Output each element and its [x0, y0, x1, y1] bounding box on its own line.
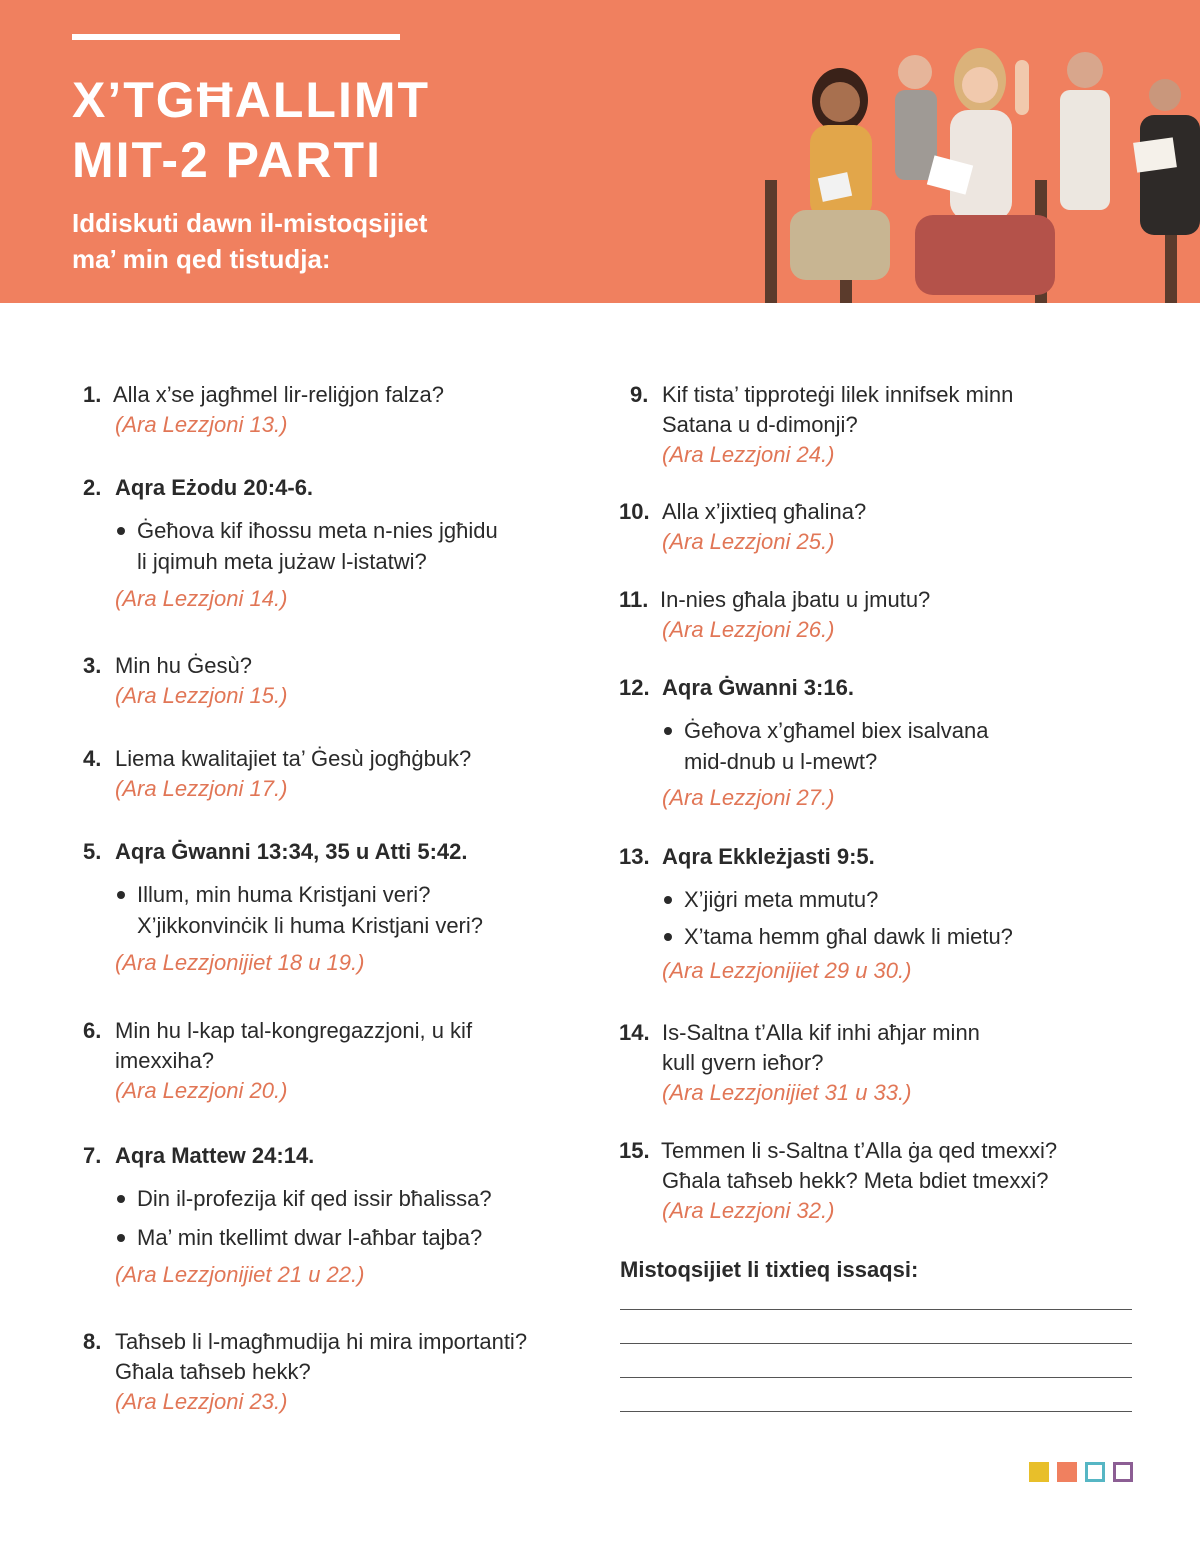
question-text-line-2: Għala taħseb hekk? Meta bdiet tmexxi? [662, 1168, 1049, 1193]
lesson-reference: (Ara Lezzjoni 13.) [115, 412, 288, 437]
question-number: 13. [619, 844, 650, 869]
lesson-reference: (Ara Lezzjoni 23.) [115, 1389, 288, 1414]
bullet-line-2: mid-dnub u l-mewt? [684, 749, 878, 774]
question-number: 14. [619, 1020, 650, 1045]
bullet-line-2: X’jikkonvinċik li huma Kristjani veri? [137, 913, 484, 938]
question-text-line-2: Għala taħseb hekk? [115, 1359, 311, 1384]
question-text: Aqra Ekkleżjasti 9:5. [662, 844, 875, 869]
question-text-line-1: Is-Saltna t’Alla kif inhi aħjar minn [662, 1020, 980, 1045]
question-text: Min hu Ġesù? [115, 653, 252, 678]
question-9 [630, 380, 1130, 470]
bullet-item [662, 715, 1129, 777]
question-text-line-2: imexxiha? [115, 1048, 215, 1073]
question-text-line-2: kull gvern ieħor? [662, 1050, 824, 1075]
subtitle-line-2: ma’ min qed tistudja: [72, 244, 331, 274]
question-number: 2. [83, 475, 102, 500]
writing-line[interactable] [620, 1377, 1132, 1378]
people-illustration [745, 30, 1200, 303]
question-5 [83, 837, 583, 978]
question-number: 7. [83, 1143, 102, 1168]
question-text-line-2: Satana u d-dimonji? [662, 412, 858, 437]
header-banner [0, 0, 1200, 303]
lesson-reference: (Ara Lezzjonijiet 18 u 19.) [115, 950, 365, 975]
lesson-reference: (Ara Lezzjoni 32.) [662, 1198, 835, 1223]
writing-line[interactable] [620, 1309, 1132, 1310]
yellow-square-icon [1029, 1462, 1049, 1482]
question-10 [619, 497, 1129, 557]
lesson-reference: (Ara Lezzjoni 15.) [115, 683, 288, 708]
question-11 [619, 585, 1129, 645]
bullet-item [115, 879, 583, 941]
question-number: 9. [630, 382, 649, 407]
question-text: In-nies għala jbatu u jmutu? [660, 587, 931, 612]
question-number: 5. [83, 839, 102, 864]
question-number: 8. [83, 1329, 102, 1354]
question-text: Alla x’se jagħmel lir-reliġjon falza? [113, 382, 444, 407]
question-text-line-1: Kif tista’ tipproteġi lilek innifsek minn [662, 382, 1014, 407]
question-number: 4. [83, 746, 102, 771]
extra-questions-heading: Mistoqsijiet li tixtieq issaqsi: [620, 1257, 919, 1282]
lesson-reference: (Ara Lezzjoni 25.) [662, 529, 835, 554]
bullet-line-2: li jqimuh meta jużaw l-istatwi? [137, 549, 427, 574]
question-2 [83, 473, 583, 614]
bullet-item-2: Ma’ min tkellimt dwar l-aħbar tajba? [115, 1222, 583, 1253]
question-text: Alla x’jixtieq għalina? [662, 499, 867, 524]
question-number: 1. [83, 382, 102, 407]
question-text-line-1: Temmen li s-Saltna t’Alla ġa qed tmexxi? [661, 1138, 1058, 1163]
bullet-item-1: X’jiġri meta mmutu? [662, 884, 1129, 915]
question-text: Aqra Ġwanni 3:16. [662, 675, 854, 700]
question-number: 3. [83, 653, 102, 678]
question-13 [619, 842, 1129, 986]
lesson-reference: (Ara Lezzjoni 20.) [115, 1078, 288, 1103]
bullet-line-1: Ġeħova x’għamel biex isalvana [684, 718, 989, 743]
writing-line[interactable] [620, 1411, 1132, 1412]
purple-outline-square-icon [1113, 1462, 1133, 1482]
bullet-item [115, 515, 583, 577]
question-text: Aqra Eżodu 20:4-6. [115, 475, 314, 500]
question-8 [83, 1327, 593, 1417]
orange-square-icon [1057, 1462, 1077, 1482]
lesson-reference: (Ara Lezzjoni 27.) [662, 785, 835, 810]
question-number: 11. [619, 587, 649, 612]
bullet-line-1: Illum, min huma Kristjani veri? [137, 882, 431, 907]
question-text-line-1: Taħseb li l-magħmudija hi mira importanti? [115, 1329, 528, 1354]
question-number: 10. [619, 499, 650, 524]
lesson-reference: (Ara Lezzjonijiet 29 u 30.) [662, 958, 912, 983]
lesson-reference: (Ara Lezzjoni 17.) [115, 776, 288, 801]
lesson-reference: (Ara Lezzjoni 24.) [662, 442, 835, 467]
page-subtitle [72, 205, 492, 277]
subtitle-line-1: Iddiskuti dawn il-mistoqsijiet [72, 208, 428, 238]
question-number: 15. [619, 1138, 650, 1163]
question-text: Liema kwalitajiet ta’ Ġesù jogħġbuk? [115, 746, 472, 771]
question-4 [83, 744, 583, 804]
question-7 [83, 1141, 583, 1290]
question-text: Aqra Ġwanni 13:34, 35 u Atti 5:42. [115, 839, 468, 864]
teal-outline-square-icon [1085, 1462, 1105, 1482]
question-12 [619, 673, 1129, 813]
question-1 [83, 380, 583, 440]
question-3 [83, 651, 583, 711]
question-15 [619, 1136, 1139, 1226]
lesson-reference: (Ara Lezzjoni 14.) [115, 586, 288, 611]
question-text-line-1: Min hu l-kap tal-kongregazzjoni, u kif [115, 1018, 473, 1043]
bullet-line-1: Ġeħova kif iħossu meta n-nies jgħidu [137, 518, 498, 543]
title-line-2: MIT-2 PARTI [72, 132, 382, 188]
question-text: Aqra Mattew 24:14. [115, 1143, 315, 1168]
bullet-item-1: Din il-profezija kif qed issir bħalissa? [115, 1183, 583, 1214]
lesson-reference: (Ara Lezzjonijiet 21 u 22.) [115, 1262, 365, 1287]
page-title [72, 70, 430, 190]
lesson-reference: (Ara Lezzjonijiet 31 u 33.) [662, 1080, 912, 1105]
question-number: 6. [83, 1018, 102, 1043]
header-rule [72, 34, 400, 40]
lesson-reference: (Ara Lezzjoni 26.) [662, 617, 835, 642]
question-number: 12. [619, 675, 650, 700]
question-14 [619, 1018, 1129, 1108]
writing-line[interactable] [620, 1343, 1132, 1344]
question-6 [83, 1016, 583, 1106]
title-line-1: X’TGĦALLIMT [72, 72, 431, 128]
bullet-item-2: X’tama hemm għal dawk li mietu? [662, 921, 1129, 952]
